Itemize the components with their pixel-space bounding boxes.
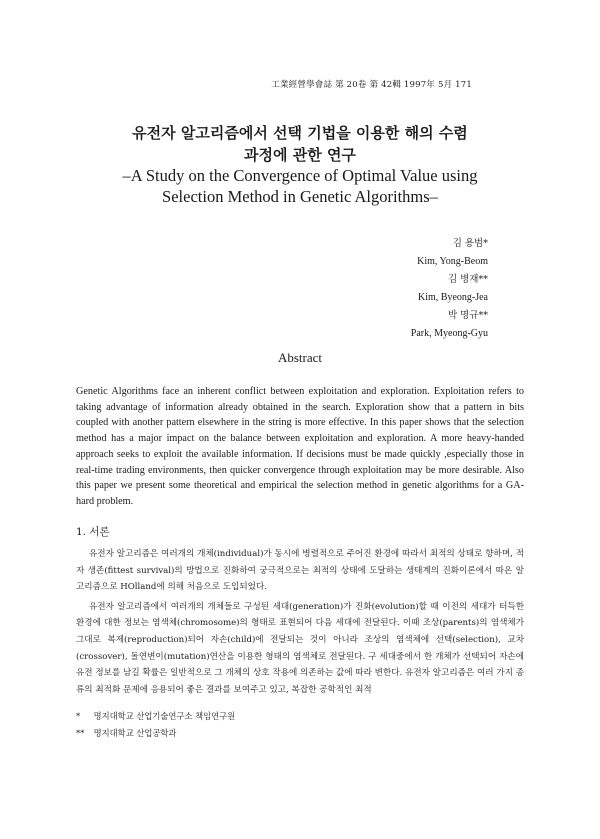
footnote-text: 명지대학교 산업기술연구소 책임연구원 — [93, 711, 236, 721]
english-title — [0, 165, 600, 207]
english-title-line-1: –A Study on the Convergence of Optimal Value using — [122, 166, 478, 185]
author-3-english: Park, Myeong-Gyu — [410, 328, 488, 339]
author-1-english: Kim, Yong-Beom — [417, 256, 488, 267]
korean-title-line-1: 유전자 알고리즘에서 선택 기법을 이용한 해의 수렴 — [132, 124, 468, 142]
korean-title-line-2: 과정에 관한 연구 — [244, 146, 356, 164]
footnote-text: 명지대학교 산업공학과 — [93, 728, 177, 738]
author-2-korean: 김 병재** — [447, 274, 488, 285]
author-1-korean: 김 용범* — [452, 238, 488, 249]
introduction-paragraph: 유전자 알고리즘은 여러개의 개체(individual)가 동시에 병렬적으로 주어진 환경에 따라서 최적의 상태로 향하며, 적자 생존(fittest survival)의 방법으로 진화하여 궁극적으로는 최적의 상태에 도달하는 생태계의 진화이론에서 따온 알고리즘으로 HOlland에 의해 처음으로 도입되었다. — [76, 549, 524, 593]
author-3-korean: 박 명규** — [447, 310, 488, 321]
abstract-text: Genetic Algorithms face an inherent conflict between exploitation and exploration. Exploitation refers to taking advantage of information already obtained in the search. Exploration show that a pattern in bits coupled with another pattern elsewhere in the string is more effective. In this paper shows that the selection method has a major impact on the balance between exploitation and exploration. A more heavy-handed approach seeks to exploit the available information. If decisions must be made quickly ,especially those in real-time trading environments, then quicker convergence through exploitation may be more desirable. Also this paper we present some theoretical and empirical the selection method in genetic algorithms for a GA-hard problem. — [76, 386, 524, 507]
introduction-body — [76, 546, 524, 701]
footnotes — [76, 708, 235, 742]
author-block — [411, 235, 488, 343]
abstract-heading: Abstract — [277, 350, 323, 365]
footnote-mark: * — [76, 711, 81, 721]
introduction-paragraph: 유전자 알고리즘에서 여러개의 개체들로 구성된 세대(generation)가 진화(evolution)할 때 이전의 세대가 터득한 환경에 대한 정보는 염색체(chromosome)의 형태로 표현되어 다음 세대에 전달된다. 이때 조상(parents)의 염색체가 그대로 복제(reproduction)되어 자손(child)에 전달되는 것이 아니라 조상의 염색체에 선택(selection), 교차(crossover), 돌연변이(mutation)연산을 이용한 형태의 염색체로 전달된다. 구 세대중에서 한 개체가 선택되어 자손에 유전 정보를 남길 확률은 일반적으로 그 개체의 상호 작용에 의존하는 값에 따라 변한다. 유전자 알고리즘은 여러 가지 종류의 최적화 문제에 응용되어 좋은 결과를 보여주고 있고, 복잡한 공학적인 최적 — [76, 601, 524, 695]
section-heading-introduction: 1. 서론 — [76, 526, 110, 538]
footnote-1 — [76, 708, 235, 725]
journal-header: 工業經營學會誌 第 20卷 第 42輯 1997年 5月 171 — [271, 80, 472, 90]
footnote-mark: ** — [76, 728, 85, 738]
english-title-line-2: Selection Method in Genetic Algorithms– — [162, 187, 438, 206]
korean-title — [0, 122, 600, 166]
author-2-english: Kim, Byeong-Jea — [418, 292, 488, 303]
footnote-2 — [76, 725, 235, 742]
